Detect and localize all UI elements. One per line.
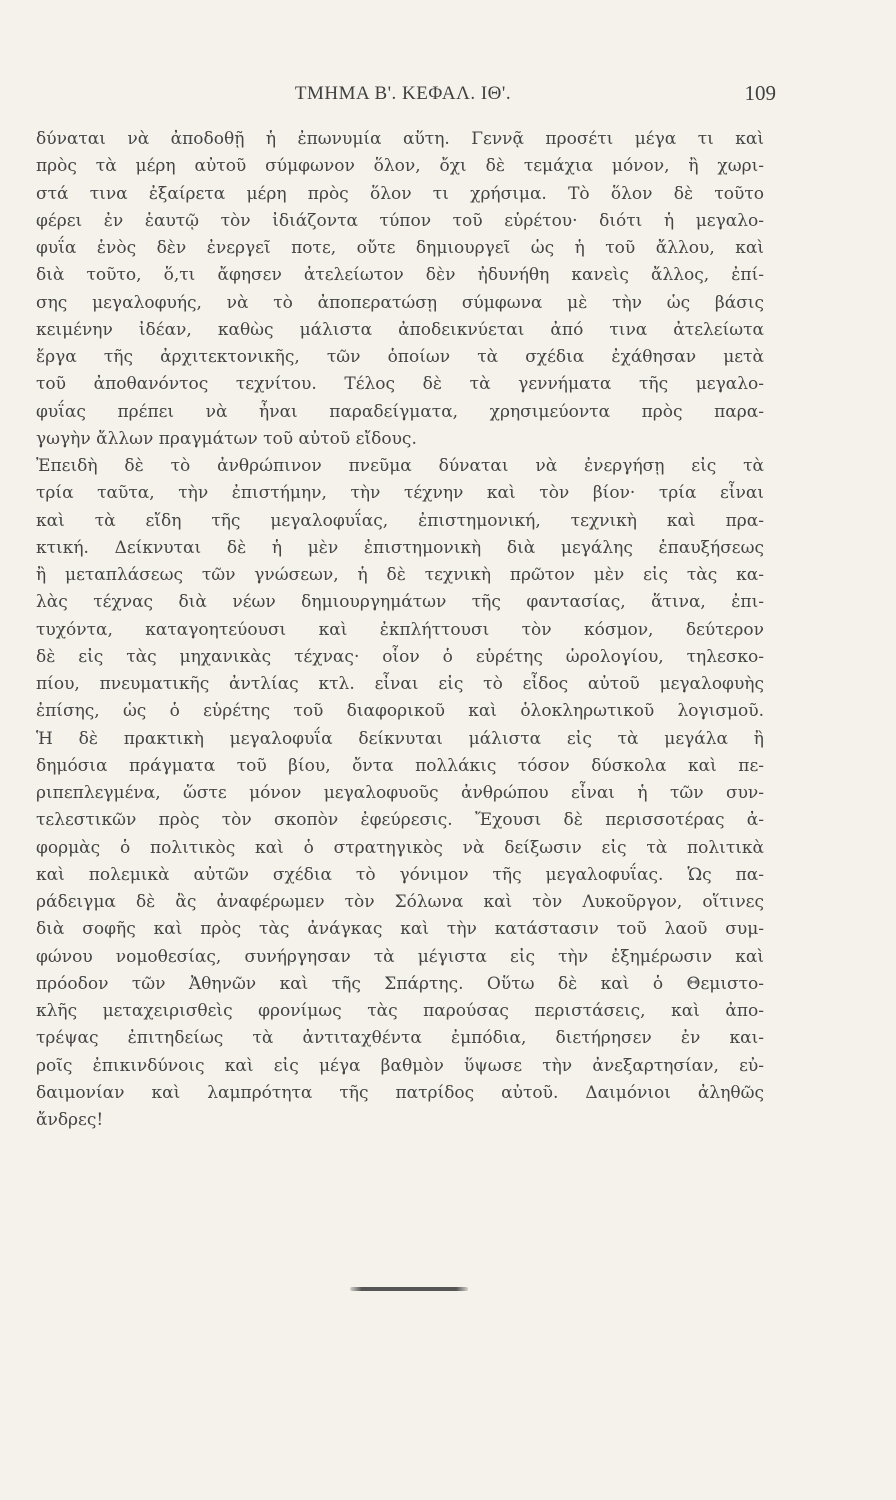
page-number: 109 [744,81,776,105]
text-line: στά τινα ἐξαίρετα μέρη πρὸς ὅλον τι χρήσιμα. Τὸ ὅλον δὲ τοῦτο [36,183,764,204]
text-line: διὰ τοῦτο, ὅ,τι ἄφησεν ἀτελείωτον δὲν ἠδυνήθη κανεὶς ἄλλος, ἐπί- [36,265,764,286]
text-line: φυΐας πρέπει νὰ ἦναι παραδείγματα, χρησιμεύοντα πρὸς παρα- [36,401,764,422]
text-line: πρὸς τὰ μέρη αὐτοῦ σύμφωνον ὅλον, ὄχι δὲ τεμάχια μόνον, ἢ χωρι- [36,156,764,177]
text-line: φώνου νομοθεσίας, συνήργησαν τὰ μέγιστα εἰς τὴν ἐξημέρωσιν καὶ [36,946,764,967]
text-line: ἄνδρες! [36,1110,104,1130]
text-line: τυχόντα, καταγοητεύουσι καὶ ἐκπλήττουσι τὸν κόσμον, δεύτερον [36,619,764,640]
text-line: φορμὰς ὁ πολιτικὸς καὶ ὁ στρατηγικὸς νὰ δείξωσιν εἰς τὰ πολιτικὰ [36,837,764,858]
text-line: δύναται νὰ ἀποδοθῇ ἡ ἐπωνυμία αὕτη. Γεννᾷ προσέτι μέγα τι καὶ [36,129,764,149]
text-line: ἢ μεταπλάσεως τῶν γνώσεων, ἡ δὲ τεχνικὴ πρῶτον μὲν εἰς τὰς κα- [36,565,764,585]
running-head [38,78,776,108]
body-text [36,126,764,1134]
text-line: τελεστικῶν πρὸς τὸν σκοπὸν ἐφεύρεσις. Ἔχουσι δὲ περισσοτέρας ἀ- [36,810,764,831]
text-line: ροῖς ἐπικινδύνοις καὶ εἰς μέγα βαθμὸν ὕψωσε τὴν ἀνεξαρτησίαν, εὐ- [36,1055,764,1076]
text-line: Ἐπειδὴ δὲ τὸ ἀνθρώπινον πνεῦμα δύναται νὰ ἐνεργήσῃ εἰς τὰ [36,456,764,476]
text-line: τρέψας ἐπιτηδείως τὰ ἀντιταχθέντα ἐμπόδια, διετήρησεν ἐν και- [36,1028,764,1049]
text-line: δημόσια πράγματα τοῦ βίου, ὄντα πολλάκις τόσον δύσκολα καὶ πε- [36,755,764,776]
text-line: καὶ τὰ εἴδη τῆς μεγαλοφυΐας, ἐπιστημονική, τεχνικὴ καὶ πρα- [36,510,764,531]
text-line: διὰ σοφῆς καὶ πρὸς τὰς ἀνάγκας καὶ τὴν κατάστασιν τοῦ λαοῦ συμ- [36,919,764,940]
text-line: πρόοδον τῶν Ἀθηνῶν καὶ τῆς Σπάρτης. Οὕτω δὲ καὶ ὁ Θεμιστο- [36,973,764,994]
text-line: σης μεγαλοφυής, νὰ τὸ ἀποπερατώσῃ σύμφωνα μὲ τὴν ὡς βάσις [36,292,764,313]
text-line: πίου, πνευματικῆς ἀντλίας κτλ. εἶναι εἰς τὸ εἶδος αὐτοῦ μεγαλοφυὴς [36,674,764,694]
section-divider-rule [350,1287,468,1291]
text-line: λὰς τέχνας διὰ νέων δημιουργημάτων τῆς φαντασίας, ἅτινα, ἐπι- [36,592,764,613]
text-line: Ἡ δὲ πρακτικὴ μεγαλοφυΐα δείκνυται μάλιστα εἰς τὰ μεγάλα ἢ [36,728,764,749]
text-line: ἐπίσης, ὡς ὁ εὑρέτης τοῦ διαφορικοῦ καὶ ὁλοκληρωτικοῦ λογισμοῦ. [36,701,764,722]
text-line: ριπεπλεγμένα, ὥστε μόνον μεγαλοφυοῦς ἀνθρώπου εἶναι ἡ τῶν συν- [36,783,764,803]
text-line: φυΐα ἑνὸς δὲν ἐνεργεῖ ποτε, οὔτε δημιουργεῖ ὡς ἡ τοῦ ἄλλου, καὶ [36,238,764,258]
text-line: καὶ πολεμικὰ αὐτῶν σχέδια τὸ γόνιμον τῆς μεγαλοφυΐας. Ὡς πα- [36,864,764,885]
text-line: δὲ εἰς τὰς μηχανικὰς τέχνας· οἷον ὁ εὑρέτης ὡρολογίου, τηλεσκο- [36,646,764,667]
text-line: ράδειγμα δὲ ἂς ἀναφέρωμεν τὸν Σόλωνα καὶ τὸν Λυκοῦργον, οἵτινες [36,892,764,912]
text-line: ἔργα τῆς ἀρχιτεκτονικῆς, τῶν ὁποίων τὰ σχέδια ἐχάθησαν μετὰ [36,347,764,367]
text-line: φέρει ἐν ἑαυτῷ τὸν ἰδιάζοντα τύπον τοῦ εὑρέτου· διότι ἡ μεγαλο- [36,210,764,231]
text-line: κτική. Δείκνυται δὲ ἡ μὲν ἐπιστημονικὴ διὰ μεγάλης ἐπαυξήσεως [36,537,764,558]
text-line: δαιμονίαν καὶ λαμπρότητα τῆς πατρίδος αὐτοῦ. Δαιμόνιοι ἀληθῶς [36,1082,764,1103]
text-line: κλῆς μεταχειρισθεὶς φρονίμως τὰς παρούσας περιστάσεις, καὶ ἀπο- [36,1001,764,1021]
text-line: γωγὴν ἄλλων πραγμάτων τοῦ αὐτοῦ εἴδους. [36,428,417,449]
chapter-heading: ΤΜΗΜΑ Β'. ΚΕΦΑΛ. ΙΘ'. [294,83,512,104]
text-line: τρία ταῦτα, τὴν ἐπιστήμην, τὴν τέχνην καὶ τὸν βίον· τρία εἶναι [36,483,764,504]
text-line: κειμένην ἰδέαν, καθὼς μάλιστα ἀποδεικνύεται ἀπό τινα ἀτελείωτα [36,319,764,340]
text-line: τοῦ ἀποθανόντος τεχνίτου. Τέλος δὲ τὰ γεννήματα τῆς μεγαλο- [36,374,764,395]
